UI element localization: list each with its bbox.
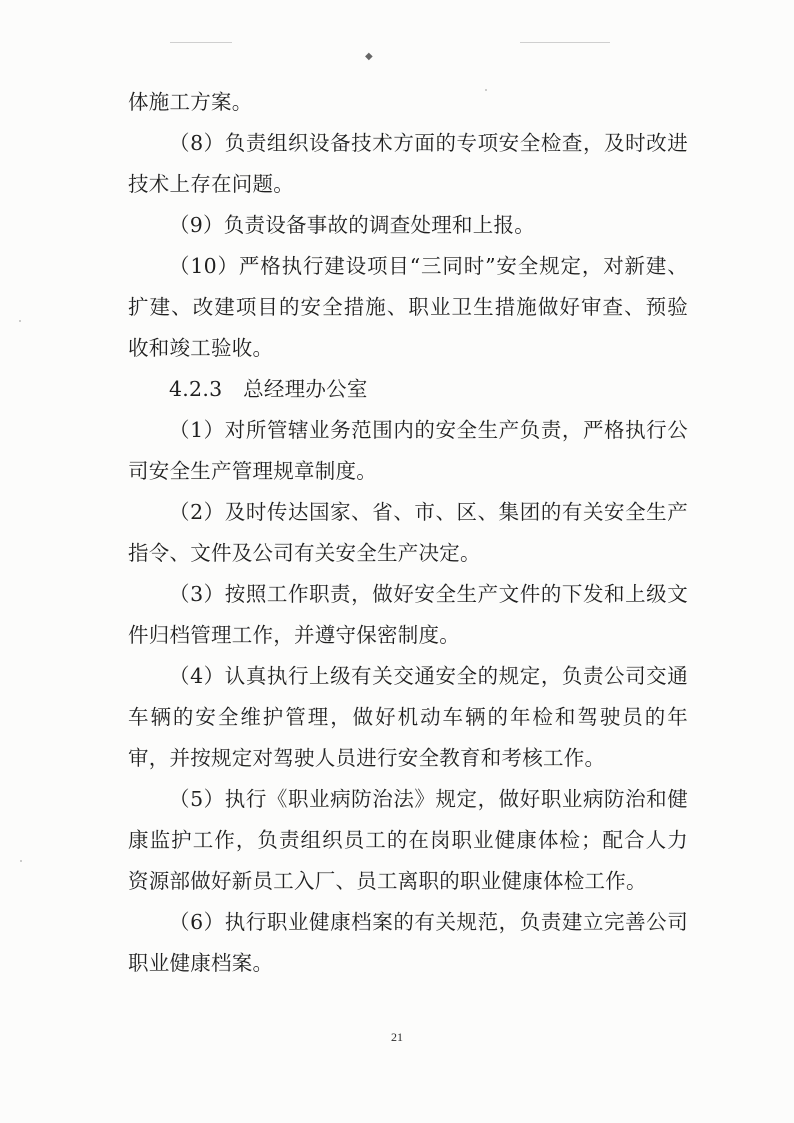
scan-artifact-dot: [19, 320, 21, 322]
paragraph-item-6: （6）执行职业健康档案的有关规范，负责建立完善公司职业健康档案。: [128, 910, 688, 975]
paragraph-item-4: （4）认真执行上级有关交通安全的规定，负责公司交通车辆的安全维护管理，做好机动车辆的年检和驾驶员的年审，并按规定对驾驶人员进行安全教育和考核工作。: [128, 664, 688, 770]
paragraph-item-8: （8）负责组织设备技术方面的专项安全检查，及时改进技术上存在问题。: [128, 131, 688, 196]
section-heading: 4.2.3 总经理办公室: [169, 377, 368, 401]
page-number: 21: [391, 1030, 403, 1044]
paragraph-item-10: （10）严格执行建设项目“三同时”安全规定，对新建、扩建、改建项目的安全措施、职业卫生措施做好审查、预验收和竣工验收。: [128, 254, 688, 360]
paragraph-item-5: （5）执行《职业病防治法》规定，做好职业病防治和健康监护工作，负责组织员工的在岗职业健康体检；配合人力资源部做好新员工入厂、员工离职的职业健康体检工作。: [128, 787, 688, 893]
scan-artifact-mark: ◆: [365, 51, 373, 62]
paragraph-item-3: （3）按照工作职责，做好安全生产文件的下发和上级文件归档管理工作，并遵守保密制度。: [128, 582, 688, 647]
paragraph-continuation: 体施工方案。: [128, 90, 253, 114]
scan-artifact-dot: [20, 860, 22, 862]
paragraph-item-9: （9）负责设备事故的调查处理和上报。: [169, 213, 536, 237]
paragraph-item-2: （2）及时传达国家、省、市、区、集团的有关安全生产指令、文件及公司有关安全生产决定。: [128, 500, 688, 565]
document-body: [128, 82, 688, 984]
scan-artifact-line-right: [520, 42, 610, 43]
scan-artifact-line-left: [170, 42, 232, 43]
paragraph-item-1: （1）对所管辖业务范围内的安全生产负责，严格执行公司安全生产管理规章制度。: [128, 418, 688, 483]
